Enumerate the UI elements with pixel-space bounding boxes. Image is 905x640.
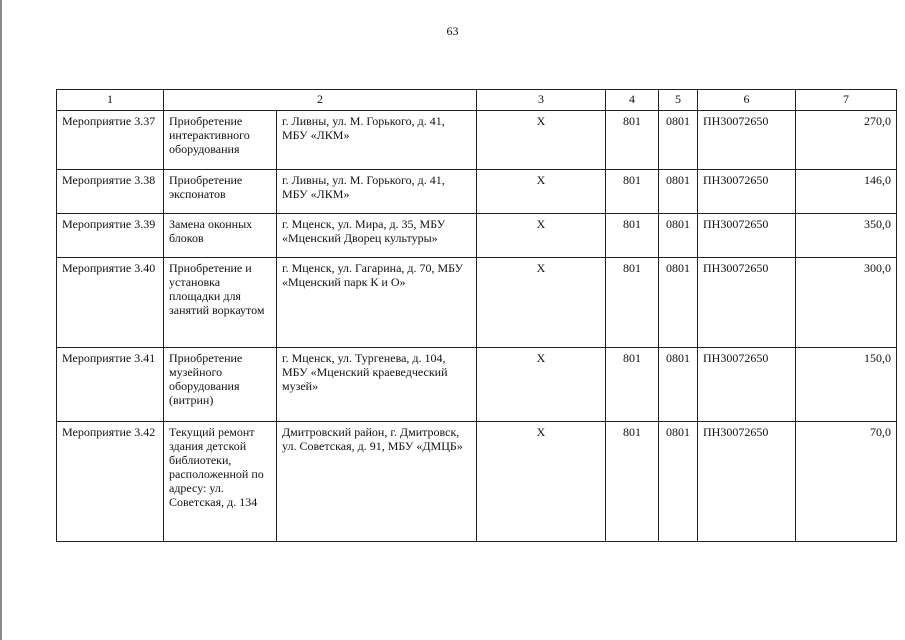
col4-cell: 801 bbox=[606, 111, 659, 170]
name-cell: Замена оконных блоков bbox=[164, 214, 277, 258]
address-cell: г. Ливны, ул. М. Горького, д. 41, МБУ «ЛКМ» bbox=[277, 170, 477, 214]
event-cell: Мероприятие 3.39 bbox=[57, 214, 164, 258]
event-cell: Мероприятие 3.40 bbox=[57, 258, 164, 348]
page-left-edge bbox=[0, 0, 2, 640]
header-cell: 2 bbox=[164, 90, 477, 111]
budget-table bbox=[56, 89, 897, 542]
col5-cell: 0801 bbox=[659, 258, 698, 348]
event-cell: Мероприятие 3.42 bbox=[57, 422, 164, 542]
address-cell: г. Мценск, ул. Мира, д. 35, МБУ «Мценский Дворец культуры» bbox=[277, 214, 477, 258]
event-cell: Мероприятие 3.41 bbox=[57, 348, 164, 422]
col7-cell: 270,0 bbox=[796, 111, 897, 170]
col5-cell: 0801 bbox=[659, 214, 698, 258]
table-row bbox=[57, 258, 897, 348]
name-cell: Приобретение музейного оборудования (витрин) bbox=[164, 348, 277, 422]
name-cell: Приобретение и установка площадки для занятий воркаутом bbox=[164, 258, 277, 348]
address-cell: Дмитровский район, г. Дмитровск, ул. Советская, д. 91, МБУ «ДМЦБ» bbox=[277, 422, 477, 542]
header-cell: 4 bbox=[606, 90, 659, 111]
event-cell: Мероприятие 3.38 bbox=[57, 170, 164, 214]
col5-cell: 0801 bbox=[659, 348, 698, 422]
col6-cell: ПН30072650 bbox=[698, 214, 796, 258]
col4-cell: 801 bbox=[606, 422, 659, 542]
table-row bbox=[57, 348, 897, 422]
header-cell: 5 bbox=[659, 90, 698, 111]
col7-cell: 150,0 bbox=[796, 348, 897, 422]
table-header-row bbox=[57, 90, 897, 111]
name-cell: Приобретение экспонатов bbox=[164, 170, 277, 214]
event-cell: Мероприятие 3.37 bbox=[57, 111, 164, 170]
col5-cell: 0801 bbox=[659, 170, 698, 214]
col5-cell: 0801 bbox=[659, 422, 698, 542]
col6-cell: ПН30072650 bbox=[698, 348, 796, 422]
page-number: 63 bbox=[446, 24, 459, 38]
col3-cell: Х bbox=[477, 170, 606, 214]
col7-cell: 300,0 bbox=[796, 258, 897, 348]
header-cell: 7 bbox=[796, 90, 897, 111]
col3-cell: Х bbox=[477, 258, 606, 348]
col7-cell: 70,0 bbox=[796, 422, 897, 542]
col5-cell: 0801 bbox=[659, 111, 698, 170]
col3-cell: Х bbox=[477, 348, 606, 422]
col7-cell: 350,0 bbox=[796, 214, 897, 258]
header-cell: 6 bbox=[698, 90, 796, 111]
col6-cell: ПН30072650 bbox=[698, 422, 796, 542]
header-cell: 3 bbox=[477, 90, 606, 111]
col3-cell: Х bbox=[477, 214, 606, 258]
col4-cell: 801 bbox=[606, 348, 659, 422]
col4-cell: 801 bbox=[606, 258, 659, 348]
address-cell: г. Мценск, ул. Гагарина, д. 70, МБУ «Мценский парк К и О» bbox=[277, 258, 477, 348]
address-cell: г. Мценск, ул. Тургенева, д. 104, МБУ «Мценский краеведческий музей» bbox=[277, 348, 477, 422]
col6-cell: ПН30072650 bbox=[698, 111, 796, 170]
name-cell: Текущий ремонт здания детской библиотеки, расположенной по адресу: ул. Советская, д. 134 bbox=[164, 422, 277, 542]
table-row bbox=[57, 422, 897, 542]
name-cell: Приобретение интерактивного оборудования bbox=[164, 111, 277, 170]
table-row bbox=[57, 214, 897, 258]
header-cell: 1 bbox=[57, 90, 164, 111]
col4-cell: 801 bbox=[606, 170, 659, 214]
table-row bbox=[57, 170, 897, 214]
col7-cell: 146,0 bbox=[796, 170, 897, 214]
table-row bbox=[57, 111, 897, 170]
address-cell: г. Ливны, ул. М. Горького, д. 41, МБУ «ЛКМ» bbox=[277, 111, 477, 170]
col6-cell: ПН30072650 bbox=[698, 258, 796, 348]
col4-cell: 801 bbox=[606, 214, 659, 258]
col6-cell: ПН30072650 bbox=[698, 170, 796, 214]
col3-cell: Х bbox=[477, 111, 606, 170]
col3-cell: Х bbox=[477, 422, 606, 542]
